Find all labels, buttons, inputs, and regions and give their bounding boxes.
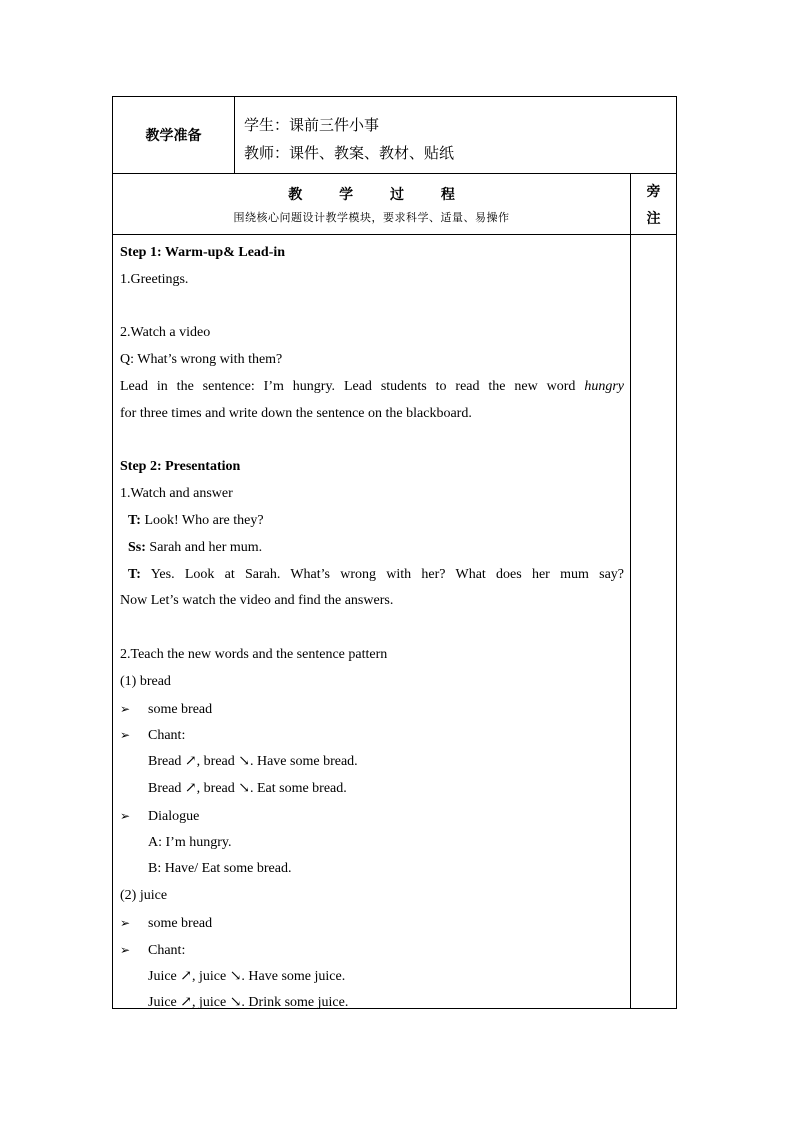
step1-heading: Step 1: Warm-up& Lead-in — [120, 245, 286, 260]
student-prep: 学生：课前三件小事 — [244, 116, 380, 134]
step1-question: Q: What’s wrong with them? — [120, 352, 283, 368]
teaching-process-header — [113, 174, 630, 234]
step1-video: 2.Watch a video — [120, 325, 211, 341]
arrow-bullet-icon: ➢ — [120, 915, 131, 930]
dialog-line — [120, 562, 624, 589]
arrow-bullet-icon: ➢ — [120, 808, 131, 823]
arrow-bullet-icon: ➢ — [120, 942, 131, 957]
step1-lead-in-cont: for three times and write down the sentence on the blackboard. — [120, 405, 472, 421]
list-item-text: Dialogue — [148, 808, 200, 824]
speaker-text: Yes. Look at Sarah. What’s wrong with her? What does her mum say? — [140, 566, 624, 582]
arrow-bullet-icon: ➢ — [120, 701, 131, 716]
teaching-process-subtitle: 围绕核心问题设计教学模块，要求科学、适量、易操作 — [233, 211, 510, 224]
chant-line: Juice ↗, juice ↘. Drink some juice. — [148, 995, 349, 1011]
title-char: 过 — [389, 187, 404, 203]
teaching-prep-label: 教学准备 — [145, 128, 202, 144]
notes-char: 旁 — [646, 183, 661, 200]
spacer — [120, 615, 624, 642]
spacer — [120, 294, 624, 321]
teaching-prep-content — [235, 97, 675, 173]
notes-char: 注 — [646, 210, 661, 227]
chant-line: Bread ↗, bread ↘. Have some bread. — [148, 754, 358, 770]
teaching-process-title — [113, 184, 630, 204]
title-char: 学 — [339, 187, 354, 203]
list-item — [120, 910, 624, 937]
step2-heading: Step 2: Presentation — [120, 459, 241, 475]
new-word: hungry — [584, 378, 624, 394]
chant-line: Juice ↗, juice ↘. Have some juice. — [148, 968, 346, 984]
speaker-label: T: — [128, 566, 141, 582]
step2-teach: 2.Teach the new words and the sentence pattern — [120, 646, 388, 662]
speaker-label: Ss: — [128, 539, 146, 555]
speaker-label: T: — [128, 512, 141, 528]
list-item-text: some bread — [148, 701, 213, 717]
list-item-text: Chant: — [148, 728, 186, 744]
list-item — [120, 803, 624, 830]
step1-greetings: 1.Greetings. — [120, 271, 189, 287]
list-item-text: some bread — [148, 915, 213, 931]
dialogue-line: B: Have/ Eat some bread. — [148, 861, 292, 877]
lead-text: Lead in the sentence: I’m hungry. Lead students to read the new word — [120, 378, 585, 394]
arrow-bullet-icon: ➢ — [120, 728, 131, 743]
dialog-line-cont: Now Let’s watch the video and find the answers. — [120, 593, 394, 609]
speaker-text: Sarah and her mum. — [145, 539, 263, 555]
title-char: 程 — [440, 187, 455, 203]
chant-line: Bread ↗, bread ↘. Eat some bread. — [148, 780, 347, 796]
dialogue-line: A: I’m hungry. — [148, 834, 232, 850]
spacer — [120, 428, 624, 455]
list-item — [120, 937, 624, 964]
notes-column-divider — [630, 173, 631, 1008]
dialog-line — [120, 535, 624, 562]
bread-heading: (1) bread — [120, 673, 171, 689]
step1-lead-in — [120, 374, 624, 401]
teacher-prep: 教师：课件、教案、教材、贴纸 — [244, 144, 455, 162]
speaker-text: Look! Who are they? — [140, 512, 264, 528]
list-item-text: Chant: — [148, 942, 186, 958]
juice-heading: (2) juice — [120, 888, 168, 904]
list-item — [120, 722, 624, 749]
step2-watch: 1.Watch and answer — [120, 486, 233, 502]
teaching-process-body — [113, 235, 630, 1009]
dialog-line — [120, 508, 624, 535]
title-char: 教 — [288, 187, 303, 203]
side-notes-header — [631, 174, 676, 234]
list-item — [120, 696, 624, 723]
lesson-plan-table — [112, 96, 677, 1009]
